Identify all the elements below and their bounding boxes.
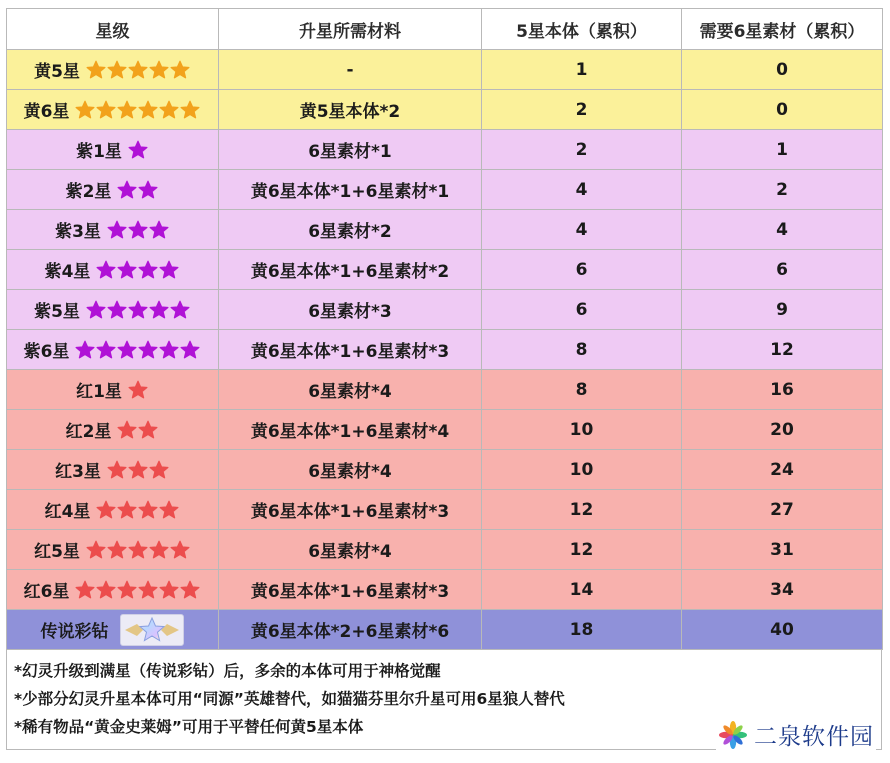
star-icon (75, 100, 95, 120)
table-header-row (7, 9, 883, 50)
level-label: 黄6星 (23, 102, 70, 122)
level-label: 紫3星 (55, 222, 101, 242)
legend-level-cell (7, 610, 219, 650)
star-icon (170, 60, 190, 80)
table-row (7, 170, 883, 210)
star-rating (86, 300, 191, 320)
star-rating (86, 540, 191, 560)
star-icon (107, 540, 127, 560)
table-row (7, 530, 883, 570)
star-icon (107, 60, 127, 80)
header-body: 5星本体（累积） (482, 9, 682, 50)
rainbow-diamond-icon (120, 614, 184, 646)
star-icon (96, 580, 116, 600)
star-icon (180, 100, 200, 120)
level-cell (7, 370, 219, 410)
body-count-cell: 12 (482, 490, 682, 530)
star-icon (170, 540, 190, 560)
material-cell: 6星素材*1 (219, 130, 482, 170)
body-count-cell: 4 (482, 210, 682, 250)
level-cell (7, 130, 219, 170)
star-rating (117, 420, 159, 440)
table-row (7, 290, 883, 330)
material-cell: 黄6星本体*1+6星素材*3 (219, 330, 482, 370)
star-icon (96, 340, 116, 360)
table-row (7, 410, 883, 450)
star-icon (128, 220, 148, 240)
body-count-cell: 10 (482, 450, 682, 490)
material-cell: 黄6星本体*1+6星素材*4 (219, 410, 482, 450)
star-icon (138, 420, 158, 440)
body-count-cell: 12 (482, 530, 682, 570)
star-icon (75, 580, 95, 600)
material-cell: 黄5星本体*2 (219, 90, 482, 130)
body-count-cell: 14 (482, 570, 682, 610)
star-icon (149, 60, 169, 80)
level-label: 紫1星 (76, 142, 122, 162)
mat6-count-cell: 9 (682, 290, 883, 330)
mat6-count-cell: 31 (682, 530, 883, 570)
star-icon (138, 100, 158, 120)
star-icon (159, 580, 179, 600)
level-label: 紫2星 (65, 182, 112, 202)
mat6-count-cell: 16 (682, 370, 883, 410)
star-icon (149, 460, 169, 480)
level-label: 红3星 (55, 462, 101, 482)
level-label: 红2星 (65, 422, 112, 442)
star-icon (117, 340, 137, 360)
body-count-cell: 6 (482, 250, 682, 290)
star-rating (75, 100, 201, 120)
level-label: 紫4星 (44, 262, 91, 282)
star-rating (107, 460, 170, 480)
level-cell (7, 530, 219, 570)
level-cell (7, 330, 219, 370)
level-label: 紫5星 (34, 302, 80, 322)
level-cell (7, 450, 219, 490)
star-rating (128, 380, 149, 400)
material-cell: 黄6星本体*1+6星素材*3 (219, 570, 482, 610)
star-icon (75, 340, 95, 360)
mat6-count-cell: 24 (682, 450, 883, 490)
mat6-count-cell: 0 (682, 90, 883, 130)
legend-material-cell: 黄6星本体*2+6星素材*6 (219, 610, 482, 650)
star-icon (170, 300, 190, 320)
table-row (7, 50, 883, 90)
mat6-count-cell: 2 (682, 170, 883, 210)
mat6-count-cell: 27 (682, 490, 883, 530)
level-label: 黄5星 (34, 62, 80, 82)
body-count-cell: 8 (482, 370, 682, 410)
level-label: 红6星 (23, 582, 70, 602)
table-row (7, 570, 883, 610)
table-row (7, 90, 883, 130)
mat6-count-cell: 20 (682, 410, 883, 450)
note-2: *少部分幻灵升星本体可用“同源”英雄替代，如猫猫芬里尔升星可用6星狼人替代 (14, 690, 565, 708)
legend-body-cell: 18 (482, 610, 682, 650)
material-cell: - (219, 50, 482, 90)
body-count-cell: 10 (482, 410, 682, 450)
star-icon (128, 380, 148, 400)
star-icon (159, 100, 179, 120)
level-cell (7, 410, 219, 450)
star-upgrade-table (6, 8, 883, 650)
table-row (7, 130, 883, 170)
star-icon (128, 540, 148, 560)
mat6-count-cell: 12 (682, 330, 883, 370)
star-icon (107, 300, 127, 320)
star-icon (86, 60, 106, 80)
table-row (7, 490, 883, 530)
table-row (7, 330, 883, 370)
table-row (7, 450, 883, 490)
body-count-cell: 4 (482, 170, 682, 210)
material-cell: 黄6星本体*1+6星素材*1 (219, 170, 482, 210)
body-count-cell: 2 (482, 130, 682, 170)
star-icon (149, 300, 169, 320)
star-icon (138, 580, 158, 600)
star-icon (86, 300, 106, 320)
star-icon (159, 340, 179, 360)
star-icon (138, 500, 158, 520)
level-label: 红5星 (34, 542, 80, 562)
mat6-count-cell: 34 (682, 570, 883, 610)
brand-watermark (716, 718, 876, 751)
star-icon (96, 260, 116, 280)
star-icon (96, 100, 116, 120)
star-icon (159, 500, 179, 520)
star-rating (86, 60, 191, 80)
level-cell (7, 490, 219, 530)
material-cell: 6星素材*4 (219, 450, 482, 490)
level-cell (7, 290, 219, 330)
star-icon (117, 580, 137, 600)
star-upgrade-table-frame (6, 8, 882, 760)
star-rating (96, 500, 180, 520)
material-cell: 6星素材*4 (219, 530, 482, 570)
mat6-count-cell: 6 (682, 250, 883, 290)
star-icon (96, 500, 116, 520)
level-cell (7, 250, 219, 290)
legend-level-label: 传说彩钻 (40, 622, 109, 642)
star-icon (117, 420, 137, 440)
star-icon (86, 540, 106, 560)
note-1: *幻灵升级到满星（传说彩钻）后，多余的本体可用于神格觉醒 (14, 662, 441, 680)
star-icon (117, 260, 137, 280)
star-icon (117, 100, 137, 120)
star-rating (107, 220, 170, 240)
level-cell (7, 50, 219, 90)
star-icon (107, 220, 127, 240)
mat6-count-cell: 4 (682, 210, 883, 250)
material-cell: 6星素材*3 (219, 290, 482, 330)
star-rating (96, 260, 180, 280)
star-icon (180, 580, 200, 600)
star-icon (128, 460, 148, 480)
star-icon (149, 220, 169, 240)
star-icon (138, 260, 158, 280)
table-row (7, 210, 883, 250)
material-cell: 6星素材*2 (219, 210, 482, 250)
table-row (7, 370, 883, 410)
star-icon (180, 340, 200, 360)
table-row (7, 250, 883, 290)
pinwheel-logo-icon (718, 720, 748, 750)
legend-mat6-cell: 40 (682, 610, 883, 650)
level-label: 紫6星 (23, 342, 70, 362)
header-level: 星级 (7, 9, 219, 50)
level-label: 红1星 (76, 382, 122, 402)
legend-row (7, 610, 883, 650)
star-icon (107, 460, 127, 480)
star-icon (138, 340, 158, 360)
material-cell: 黄6星本体*1+6星素材*2 (219, 250, 482, 290)
star-icon (128, 300, 148, 320)
level-cell (7, 90, 219, 130)
star-rating (75, 340, 201, 360)
star-icon (159, 260, 179, 280)
brand-name: 二泉软件园 (754, 724, 874, 750)
material-cell: 6星素材*4 (219, 370, 482, 410)
header-material: 升星所需材料 (219, 9, 482, 50)
header-mat6: 需要6星素材（累积） (682, 9, 883, 50)
star-icon (138, 180, 158, 200)
star-rating (117, 180, 159, 200)
level-label: 红4星 (44, 502, 91, 522)
star-rating (128, 140, 149, 160)
body-count-cell: 1 (482, 50, 682, 90)
body-count-cell: 2 (482, 90, 682, 130)
star-icon (128, 140, 148, 160)
body-count-cell: 8 (482, 330, 682, 370)
mat6-count-cell: 0 (682, 50, 883, 90)
level-cell (7, 570, 219, 610)
level-cell (7, 210, 219, 250)
mat6-count-cell: 1 (682, 130, 883, 170)
star-icon (149, 540, 169, 560)
star-icon (128, 60, 148, 80)
star-icon (117, 180, 137, 200)
body-count-cell: 6 (482, 290, 682, 330)
material-cell: 黄6星本体*1+6星素材*3 (219, 490, 482, 530)
star-rating (75, 580, 201, 600)
star-icon (117, 500, 137, 520)
table-body (7, 50, 883, 610)
level-cell (7, 170, 219, 210)
note-3: *稀有物品“黄金史莱姆”可用于平替任何黄5星本体 (14, 718, 364, 736)
